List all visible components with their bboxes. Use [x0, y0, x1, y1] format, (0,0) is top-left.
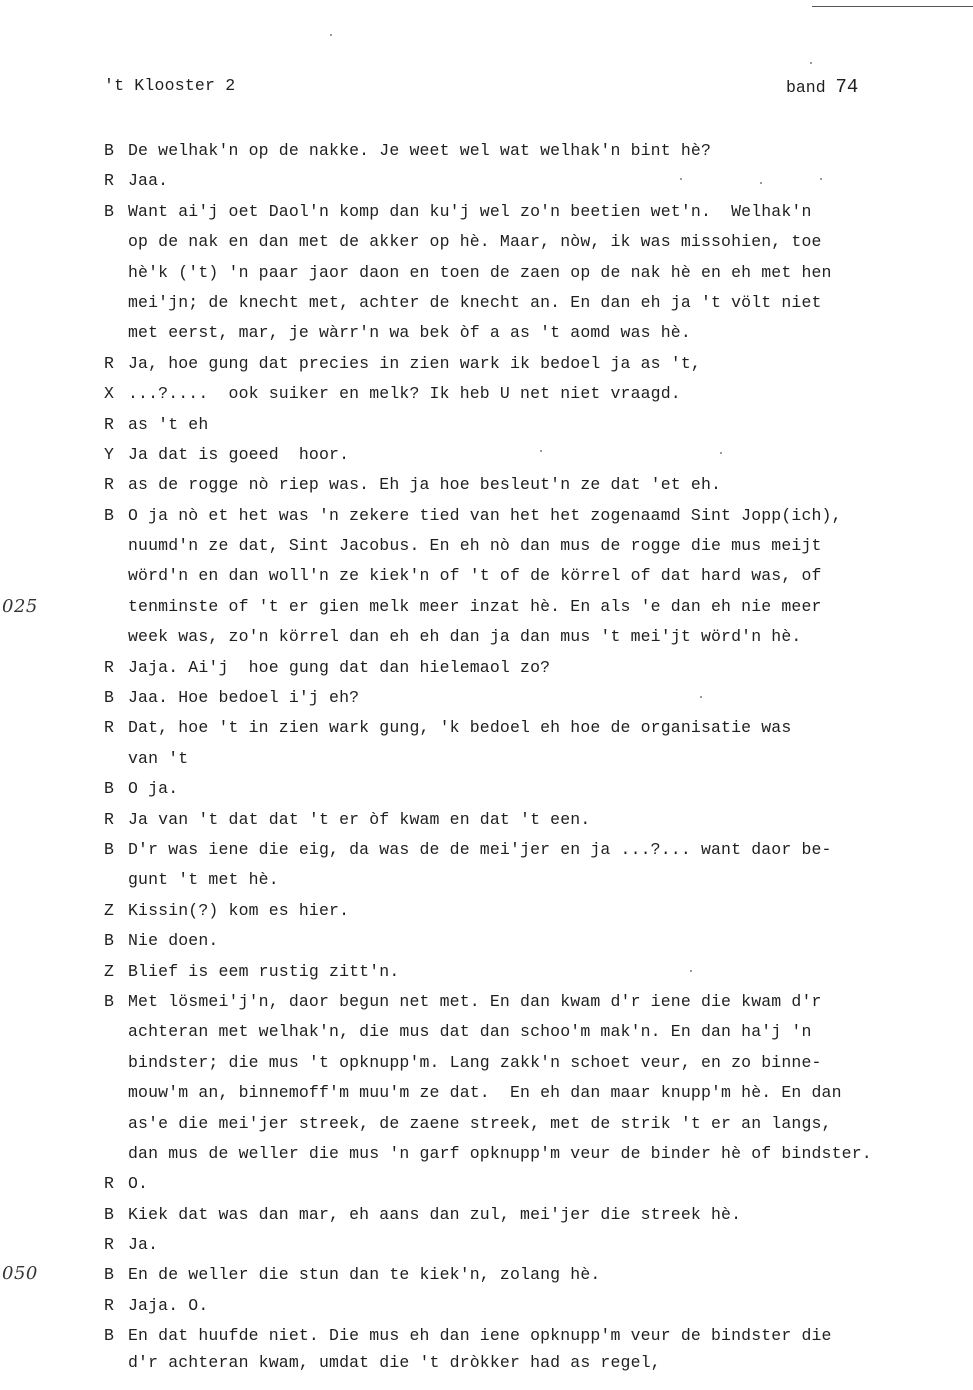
scan-speck: [720, 452, 722, 454]
speaker-label: X: [104, 384, 115, 404]
transcript-line: [104, 1169, 934, 1199]
utterance-text: En de weller die stun dan te kiek'n, zolang hè.: [128, 1265, 601, 1285]
transcript-line: [104, 774, 934, 804]
speaker-label: B: [104, 1204, 115, 1224]
utterance-text: Jaja. Ai'j hoe gung dat dan hielemaol zo?: [128, 657, 551, 677]
speaker-label: B: [104, 779, 115, 799]
speaker-label: B: [104, 505, 115, 525]
transcript-line: [104, 744, 934, 774]
transcript-body: [104, 136, 934, 1373]
speaker-label: R: [104, 414, 115, 434]
transcript-line: [104, 713, 934, 743]
utterance-text: mei'jn; de knecht met, achter de knecht an. En dan eh ja 't völt niet: [128, 292, 822, 312]
transcript-line: [104, 410, 934, 440]
transcript-line: [104, 1321, 934, 1351]
speaker-label: Y: [104, 444, 115, 464]
transcript-line: [104, 987, 934, 1017]
speaker-label: B: [104, 931, 115, 951]
transcript-line: [104, 136, 934, 166]
transcript-line: [104, 1200, 934, 1230]
transcript-line: [104, 166, 934, 196]
speaker-label: B: [104, 839, 115, 859]
transcript-line: [104, 1139, 934, 1169]
utterance-text: hè'k ('t) 'n paar jaor daon en toen de zaen op de nak hè en eh met hen: [128, 262, 832, 282]
transcript-line: [104, 531, 934, 561]
speaker-label: R: [104, 1235, 115, 1255]
utterance-text: Nie doen.: [128, 931, 219, 951]
utterance-text: van 't: [128, 748, 189, 768]
transcript-line: [104, 288, 934, 318]
utterance-text: achteran met welhak'n, die mus dat dan schoo'm mak'n. En dan ha'j 'n: [128, 1022, 812, 1042]
document-title: 't Klooster 2: [104, 76, 236, 95]
utterance-text: as'e die mei'jer streek, de zaene streek, met de strik 't er an langs,: [128, 1113, 832, 1133]
transcript-line: [104, 561, 934, 591]
transcript-line: [104, 653, 934, 683]
transcript-line: [104, 470, 934, 500]
scan-speck: [700, 696, 702, 698]
speaker-label: R: [104, 718, 115, 738]
utterance-text: as de rogge nò riep was. Eh ja hoe besleut'n ze dat 'et eh.: [128, 475, 722, 495]
scan-speck: [820, 178, 822, 180]
speaker-label: B: [104, 1326, 115, 1346]
speaker-label: B: [104, 688, 115, 708]
band-label-text: band: [786, 78, 826, 97]
utterance-text: Ja, hoe gung dat precies in zien wark ik bedoel ja as 't,: [128, 353, 701, 373]
speaker-label: B: [104, 201, 115, 221]
utterance-text: O ja.: [128, 779, 179, 799]
speaker-label: R: [104, 475, 115, 495]
band-number: 74: [835, 76, 859, 98]
transcript-line: [104, 318, 934, 348]
utterance-text: d'r achteran kwam, umdat die 't dròkker had as regel,: [128, 1352, 661, 1372]
transcript-line: [104, 683, 934, 713]
utterance-text: as 't eh: [128, 414, 209, 434]
utterance-text: En dat huufde niet. Die mus eh dan iene opknupp'm veur de bindster die: [128, 1326, 832, 1346]
utterance-text: D'r was iene die eig, da was de de mei'jer en ja ...?... want daor be-: [128, 839, 832, 859]
transcript-line: [104, 1017, 934, 1047]
speaker-label: B: [104, 1265, 115, 1285]
transcript-line: [104, 1230, 934, 1260]
transcript-line: [104, 501, 934, 531]
transcript-line: [104, 865, 934, 895]
utterance-text: Kissin(?) kom es hier.: [128, 900, 350, 920]
transcript-line: [104, 592, 934, 622]
transcript-line: [104, 258, 934, 288]
transcript-line: [104, 1352, 934, 1373]
utterance-text: ...?.... ook suiker en melk? Ik heb U net niet vraagd.: [128, 384, 681, 404]
utterance-text: week was, zo'n körrel dan eh eh dan ja dan mus 't mei'jt wörd'n hè.: [128, 627, 802, 647]
scan-speck: [330, 34, 332, 36]
speaker-label: R: [104, 171, 115, 191]
transcript-line: [104, 1260, 934, 1290]
utterance-text: tenminste of 't er gien melk meer inzat hè. En als 'e dan eh nie meer: [128, 596, 822, 616]
scan-speck: [810, 62, 812, 64]
transcript-line: [104, 1078, 934, 1108]
speaker-label: B: [104, 141, 115, 160]
utterance-text: wörd'n en dan woll'n ze kiek'n of 't of de körrel of dat hard was, of: [128, 566, 822, 586]
utterance-text: Jaja. O.: [128, 1295, 209, 1315]
transcript-line: [104, 926, 934, 956]
speaker-label: Z: [104, 961, 115, 981]
speaker-label: R: [104, 1174, 115, 1194]
transcript-line: [104, 227, 934, 257]
scan-speck: [760, 182, 762, 184]
utterance-text: De welhak'n op de nakke. Je weet wel wat welhak'n bint hè?: [128, 141, 711, 160]
utterance-text: Blief is eem rustig zitt'n.: [128, 961, 400, 981]
utterance-text: met eerst, mar, je wàrr'n wa bek òf a as 't aomd was hè.: [128, 323, 691, 343]
utterance-text: Met lösmei'j'n, daor begun net met. En dan kwam d'r iene die kwam d'r: [128, 991, 822, 1011]
top-rule: [812, 6, 973, 7]
scan-speck: [680, 178, 682, 180]
utterance-text: bindster; die mus 't opknupp'm. Lang zakk'n schoet veur, en zo binne-: [128, 1052, 822, 1072]
scan-speck: [690, 970, 692, 972]
speaker-label: B: [104, 991, 115, 1011]
utterance-text: O.: [128, 1174, 149, 1194]
margin-counter-025: 025: [2, 596, 38, 617]
transcript-line: [104, 957, 934, 987]
utterance-text: nuumd'n ze dat, Sint Jacobus. En eh nò dan mus de rogge die mus meijt: [128, 536, 822, 556]
utterance-text: Jaa. Hoe bedoel i'j eh?: [128, 688, 360, 708]
utterance-text: gunt 't met hè.: [128, 870, 279, 890]
transcript-line: [104, 197, 934, 227]
utterance-text: Ja.: [128, 1235, 159, 1255]
transcript-line: [104, 805, 934, 835]
band-label: [786, 76, 858, 98]
utterance-text: mouw'm an, binnemoff'm muu'm ze dat. En eh dan maar knupp'm hè. En dan: [128, 1083, 842, 1103]
speaker-label: Z: [104, 900, 115, 920]
speaker-label: R: [104, 809, 115, 829]
utterance-text: Dat, hoe 't in zien wark gung, 'k bedoel eh hoe de organisatie was: [128, 718, 792, 738]
utterance-text: Ja van 't dat dat 't er òf kwam en dat 't een.: [128, 809, 591, 829]
utterance-text: O ja nò et het was 'n zekere tied van het het zogenaamd Sint Jopp(ich),: [128, 505, 842, 525]
speaker-label: R: [104, 353, 115, 373]
transcript-line: [104, 835, 934, 865]
transcript-line: [104, 1291, 934, 1321]
utterance-text: op de nak en dan met de akker op hè. Maar, nòw, ik was missohien, toe: [128, 232, 822, 252]
speaker-label: R: [104, 657, 115, 677]
speaker-label: R: [104, 1295, 115, 1315]
utterance-text: dan mus de weller die mus 'n garf opknupp'm veur de binder hè of bindster.: [128, 1143, 872, 1163]
transcript-line: [104, 1109, 934, 1139]
transcript-line: [104, 622, 934, 652]
utterance-text: Ja dat is goeed hoor.: [128, 444, 350, 464]
scan-speck: [540, 450, 542, 452]
transcript-line: [104, 349, 934, 379]
margin-counter-050: 050: [2, 1263, 38, 1284]
utterance-text: Kiek dat was dan mar, eh aans dan zul, mei'jer die streek hè.: [128, 1204, 742, 1224]
utterance-text: Want ai'j oet Daol'n komp dan ku'j wel zo'n beetien wet'n. Welhak'n: [128, 201, 812, 221]
transcript-line: [104, 896, 934, 926]
utterance-text: Jaa.: [128, 171, 169, 191]
transcript-line: [104, 379, 934, 409]
transcript-line: [104, 440, 934, 470]
transcript-line: [104, 1048, 934, 1078]
